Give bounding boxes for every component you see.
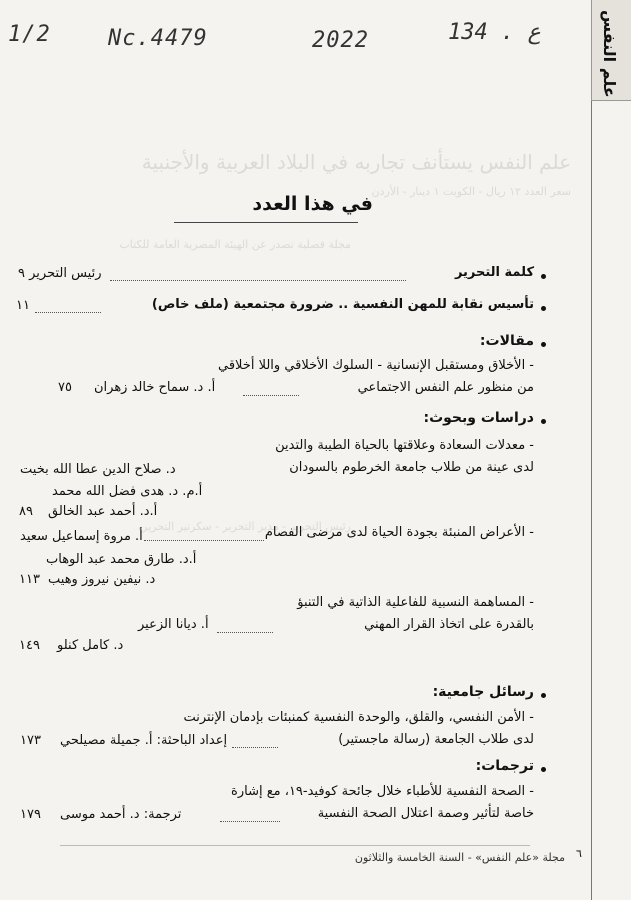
special-tag: (ملف خاص) — [151, 297, 229, 312]
translation-line: - الصحة النفسية للأطباء خلال جائحة كوفيد-١٩، مع إشارة — [231, 784, 534, 799]
leader-dots — [243, 395, 299, 396]
leader-dots — [232, 747, 278, 748]
article-line: من منظور علم النفس الاجتماعي — [357, 380, 534, 395]
study-line: لدى عينة من طلاب جامعة الخرطوم بالسودان — [289, 460, 534, 475]
bleed-line: علم النفس يستأنف تجاربه في البلاد العربية والأجنبية — [141, 150, 571, 174]
article-author: أ. د. سماح خالد زهران — [94, 380, 216, 395]
leader-dots — [217, 632, 273, 633]
page-number: ٨٩ — [19, 504, 33, 519]
special-title-text: تأسيس نقابة للمهن النفسية .. ضرورة مجتمعية — [233, 297, 534, 312]
bullet — [541, 693, 546, 698]
study-line: بالقدرة على اتخاذ القرار المهني — [364, 617, 534, 632]
page-number: ٩ — [18, 266, 25, 281]
bullet — [541, 306, 546, 311]
translation-author: ترجمة: د. أحمد موسى — [60, 807, 182, 822]
footer-page-number: ٦ — [576, 847, 582, 860]
editor-author — [18, 266, 102, 281]
study-author: د. كامل كنلو — [57, 638, 124, 653]
section-theses: رسائل جامعية: — [432, 684, 534, 700]
handwritten-issue: 134 . ع — [448, 20, 541, 45]
bleed-line: رئيس التحرير - مدير التحرير - سكرتير التحرير — [142, 520, 351, 533]
study-line: - الأعراض المنبئة بجودة الحياة لدى مرضى الفصام — [264, 525, 534, 540]
page-number: ١٧٣ — [20, 733, 41, 748]
editor-label: كلمة التحرير — [454, 265, 534, 280]
section-tab — [591, 0, 631, 101]
study-author: د. صلاح الدين عطا الله بخيت — [20, 462, 176, 477]
leader-dots — [110, 280, 406, 281]
study-author: أ.د. طارق محمد عبد الوهاب — [46, 552, 197, 567]
title-underline — [174, 222, 358, 223]
study-author: أ. ديانا الزعير — [138, 617, 209, 632]
bullet — [541, 342, 546, 347]
leader-dots — [144, 540, 264, 541]
page-number: ١٤٩ — [19, 638, 40, 653]
footer-journal: مجلة «علم النفس» - السنة الخامسة والثلاثون — [354, 851, 565, 864]
page-number: ١١٣ — [19, 572, 40, 587]
study-line: - المساهمة النسبية للفاعلية الذاتية في التنبؤ — [297, 595, 534, 610]
thesis-author: إعداد الباحثة: أ. جميلة مصيلحي — [60, 733, 228, 748]
side-rule — [591, 0, 592, 900]
page-title: في هذا العدد — [252, 193, 373, 215]
study-line: - معدلات السعادة وعلاقتها بالحياة الطيبة والتدين — [275, 438, 534, 453]
handwritten-year: 2022 — [312, 28, 369, 53]
thesis-line: لدى طلاب الجامعة (رسالة ماجستير) — [338, 732, 534, 747]
study-author: أ.م. د. هدى فضل الله محمد — [52, 484, 203, 499]
leader-dots — [220, 821, 280, 822]
bullet — [541, 274, 546, 279]
study-author: د. نيفين نيروز وهيب — [48, 572, 156, 587]
footer-rule — [60, 845, 530, 846]
special-title — [152, 297, 534, 312]
bullet — [541, 767, 546, 772]
page-number: ١١ — [16, 298, 30, 313]
page-number: ١٧٩ — [20, 807, 41, 822]
bleed-line: مجلة فصلية تصدر عن الهيئة المصرية العامة للكتاب — [119, 238, 351, 251]
editor-author-name: رئيس التحرير — [29, 266, 102, 281]
study-author: أ. مروة إسماعيل سعيد — [20, 529, 143, 544]
bullet — [541, 419, 546, 424]
section-articles: مقالات: — [479, 333, 534, 349]
section-studies: دراسات وبحوث: — [423, 410, 534, 426]
handwritten-page-fraction: 1/2 — [8, 22, 51, 47]
article-line: - الأخلاق ومستقبل الإنسانية - السلوك الأخلاقي واللا أخلاقي — [218, 358, 534, 373]
bleed-line: سعر العدد ١٢ ريال - الكويت ١ دينار - الأردن — [371, 185, 571, 198]
study-author: أ.د. أحمد عبد الخالق — [48, 504, 158, 519]
page-number: ٧٥ — [58, 380, 72, 395]
thesis-line: - الأمن النفسي، والقلق، والوحدة النفسية كمنبئات بإدمان الإنترنت — [183, 710, 534, 725]
translation-line: خاصة لتأثير وصمة اعتلال الصحة النفسية — [317, 806, 534, 821]
leader-dots — [35, 312, 101, 313]
handwritten-archive-number: Nc.4479 — [108, 26, 208, 51]
section-tab-label: علم النفس — [600, 10, 619, 98]
section-translations: ترجمات: — [475, 758, 534, 774]
